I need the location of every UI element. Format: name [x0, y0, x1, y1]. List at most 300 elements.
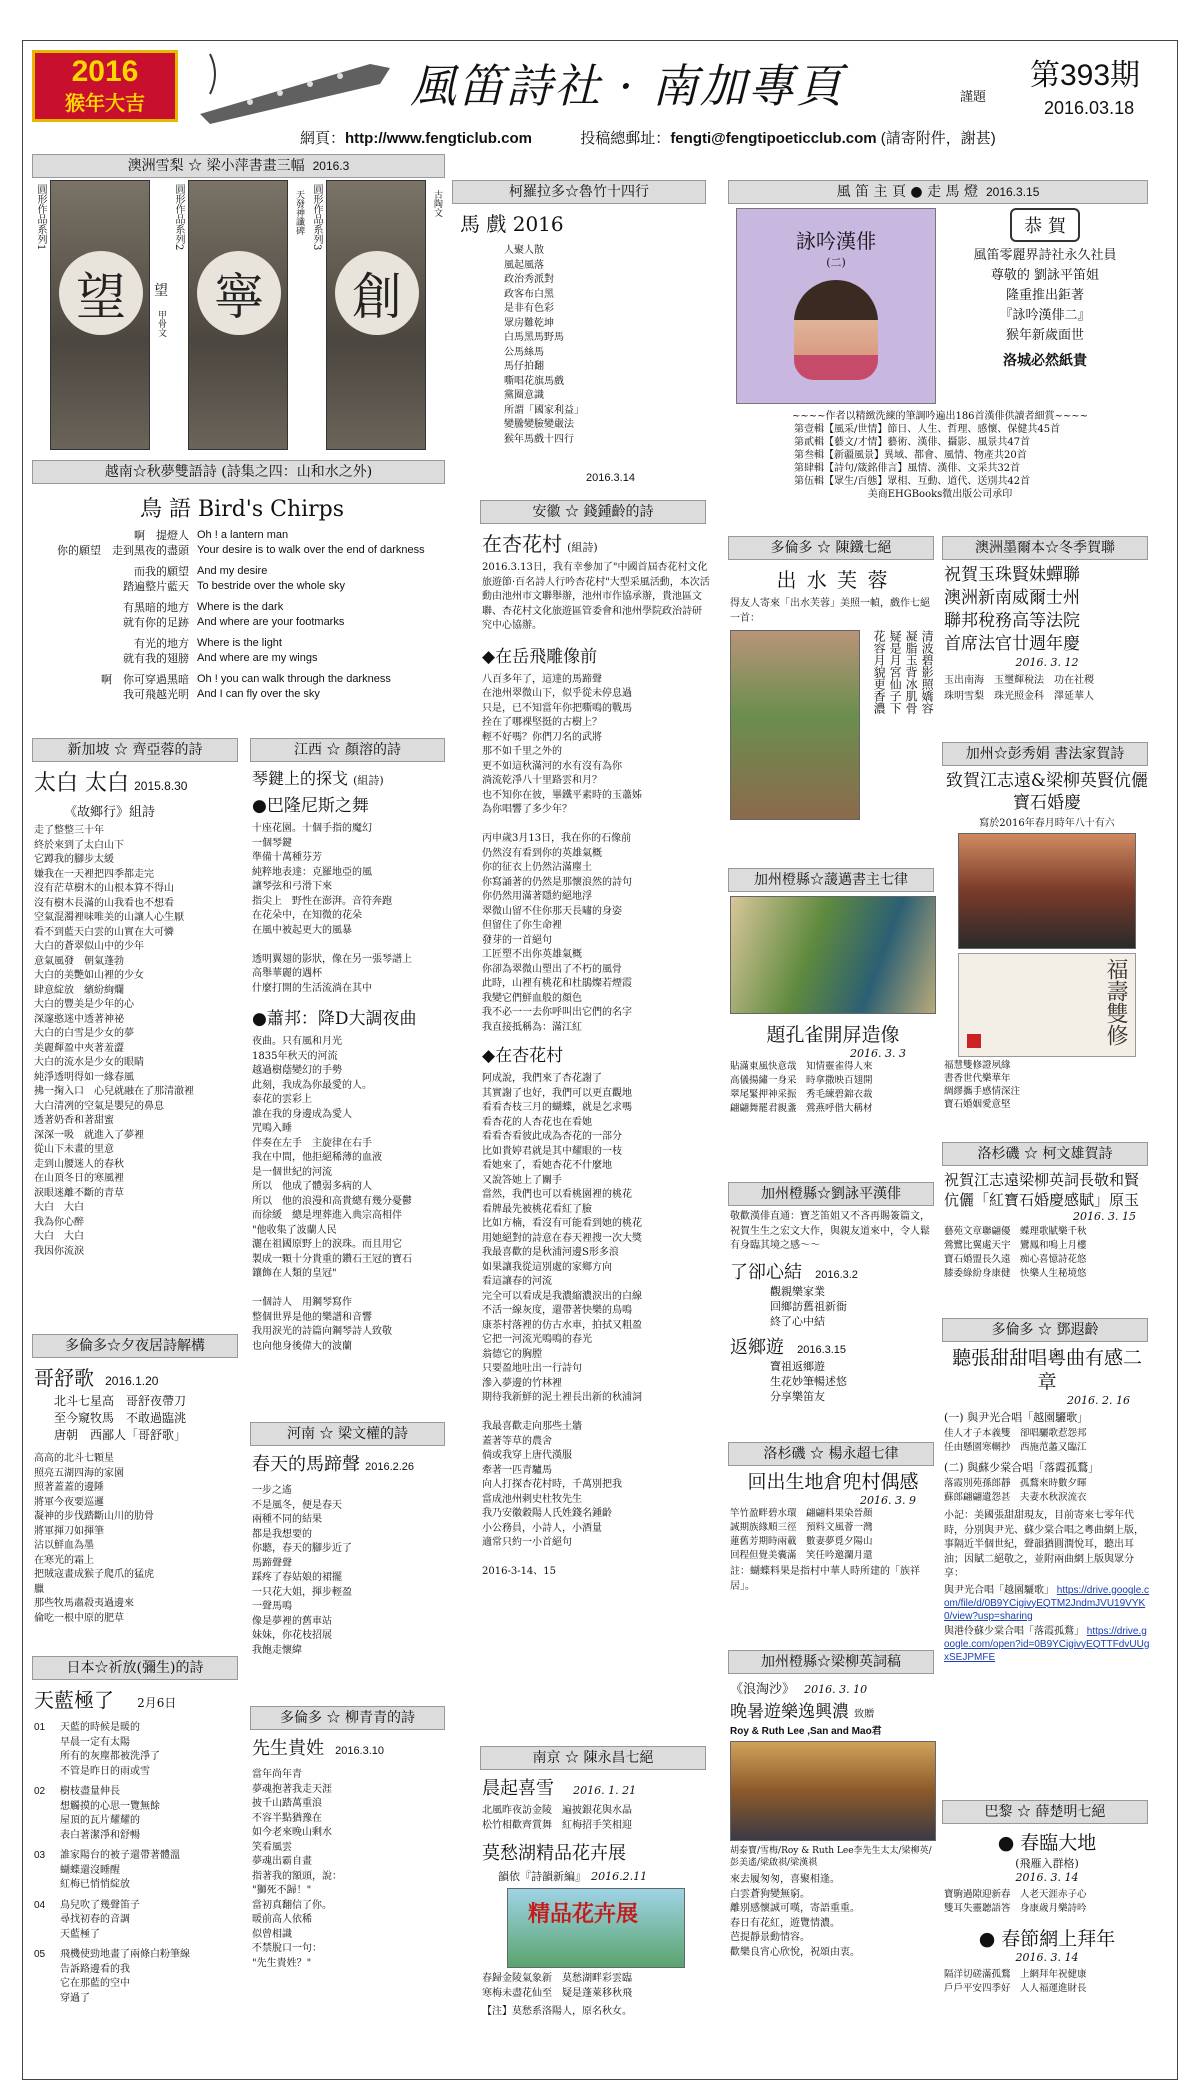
taibai-line: 從山下未畫的里意 — [34, 1144, 114, 1155]
hebao-date: 2016. 3. 12 — [1015, 656, 1079, 669]
stanza — [34, 1948, 244, 2006]
congrats-line: 風笛零麗界詩社永久社員 — [973, 248, 1117, 263]
yuefei-line: 你卻為翠微山塑出了不朽的風骨 — [482, 963, 622, 975]
gesu-line: 凝神的步伐踏斷山川的肋骨 — [34, 1511, 154, 1522]
furong-line: 凝脂玉背冰肌骨 — [904, 630, 919, 714]
en-line: Oh ! you can walk through the darkness — [197, 673, 391, 685]
chunlin-title: ● 春臨大地 — [997, 1832, 1097, 1854]
jianghe-block — [944, 770, 1150, 1111]
part2-label: (二) 與蘇少棠合唱「落霞孤鶩」 — [944, 1461, 1100, 1474]
maxi-title: 馬 戲 2016 — [460, 212, 564, 236]
tianlan-date: 2月6日 — [137, 1696, 177, 1710]
kewen-line: 鶯鷺比翼處天宇 鸞鳳和鳴上月樓 — [944, 1240, 1087, 1251]
xinghua-line: 看看杏看彼此成為杏花的一部分 — [482, 1131, 622, 1142]
hebao-line: 聯邦稅務高等法院 — [944, 611, 1080, 631]
mati-line: 踩疼了春姑娘的裙擺 — [252, 1572, 342, 1583]
mati-line: 像是夢裡的舊車站 — [252, 1615, 332, 1627]
taibai-line: 大白的白雪是少女的夢 — [34, 1028, 134, 1039]
stanza-body — [60, 1721, 160, 1779]
kewen-block — [944, 1170, 1150, 1281]
maxi-date: 2016.3.14 — [586, 472, 635, 484]
scroll-2-glyph: 寧 — [214, 268, 264, 326]
balongni-title: ●巴隆尼斯之舞 — [252, 796, 369, 816]
issue-number: 第393期 — [1030, 59, 1141, 92]
bilingual-row — [32, 687, 445, 702]
maxi-line: 是非有色彩 — [504, 303, 554, 314]
taibai-line: 它蹲我的腳步太緩 — [34, 854, 114, 865]
xiaobang-line: 製成一顆十分貴重的鑽石王冠的寶石 — [252, 1253, 412, 1265]
taibai-sub: 《故鄉行》組詩 — [64, 805, 156, 820]
section-head-deng: 多倫多 ☆ 鄧遐齡 — [942, 1318, 1148, 1342]
submit-email[interactable]: fengti@fengtipoeticclub.com — [670, 130, 877, 147]
xinghua-line: 滲入夢邊的竹林裡 — [482, 1377, 562, 1389]
link1-label: 與尹光合唱「越園驪歌」 — [944, 1584, 1054, 1596]
zh-line: 而我的願望 — [134, 565, 189, 578]
stanza-number: 01 — [34, 1722, 46, 1733]
congrats-card — [942, 208, 1148, 370]
guixing-line: 披千山踏萬重浪 — [252, 1798, 322, 1809]
section-head-xiyeju: 多倫多☆夕夜居詩解構 — [32, 1334, 238, 1358]
section-head-xue: 巴黎 ☆ 薛楚明七絕 — [942, 1800, 1148, 1824]
section-head-xuanmai: 加州橙縣☆蘐邁書主七律 — [728, 868, 934, 892]
xinghua-line: 我最喜歡的是秋浦河邊S形多浪 — [482, 1247, 619, 1258]
taibai-line: 大白的美艷如山裡的少女 — [34, 970, 144, 981]
taibai-line: 看不到藍天白雲的山實在大可憐 — [34, 926, 174, 938]
section-head-chen: 南京 ☆ 陳永昌七絕 — [480, 1746, 706, 1770]
congrats-line: 猴年新歲面世 — [1005, 328, 1084, 343]
yuefei-line: 丙申歲3月13日，我在你的石像前 — [482, 833, 632, 844]
balongni-line: 純粹地表達：克羅地亞的風 — [252, 866, 372, 878]
stanza — [34, 1849, 244, 1893]
section-head-liangwen: 河南 ☆ 梁文權的詩 — [250, 1422, 445, 1446]
fanxiang-line: 分享樂笛友 — [770, 1389, 825, 1403]
en-line: To bestride over the whole sky — [197, 580, 345, 592]
gesu-date: 2016.1.20 — [105, 1374, 159, 1388]
xiaobang-line: 誰在我的身邊成為愛人 — [252, 1108, 352, 1120]
taibai-line: 沒有茫草樹木的山根本算不得山 — [34, 883, 174, 894]
kongque-line: 高儀揚繡一身采 時拿撒映百翅開 — [730, 1075, 873, 1086]
gesu-quote-line: 至今窺牧馬 不敢過臨洮 — [54, 1411, 187, 1425]
xinghua-line: 小公務員，小詩人，小酒量 — [482, 1522, 602, 1534]
logo-caption: 猴年大吉 — [65, 91, 145, 115]
tingzhang-title: 聽張甜甜唱粵曲有感二章 — [951, 1347, 1142, 1393]
en-line: And where are my wings — [197, 652, 318, 664]
mochou-sub: 韻依『詩韻新編』 — [498, 1870, 586, 1883]
xinghua-line: 用她絕對的詩意在春天裡搜一次大獎 — [482, 1232, 642, 1244]
birds-poem — [32, 528, 445, 702]
scroll-2-note: 天發神讖碑 — [294, 190, 304, 235]
part1-lines — [944, 1427, 1150, 1455]
guixing-line: 暖前高人依稀 — [252, 1914, 312, 1925]
birds-title: 鳥 語 Bird's Chirps — [140, 497, 345, 522]
guixing-line: 不容半點猶豫在 — [252, 1812, 322, 1824]
stanza-line: 飛機使勁地畫了兩條白粉筆線 — [60, 1949, 190, 1960]
xinghua2-lines — [482, 1072, 710, 1580]
taibai-line: 沒有樹木長滿的山我看也不想看 — [34, 897, 174, 909]
scroll-3-label: 圓形作品系列3 — [311, 184, 322, 251]
logo-badge — [32, 50, 178, 122]
xinghua-line: 蓋著等草的農舍 — [482, 1435, 552, 1447]
huichu-title: 回出生地倉兜村偶感 — [747, 1471, 919, 1493]
book-chapter: 第伍輯【眾生/百態】眾相、互動、道代、送別共42首 — [794, 476, 1031, 487]
xiaobang-line: 所以 他的浪漫和高貴總有幾分憂鬱 — [252, 1195, 412, 1207]
section-head-ke: 洛杉磯 ☆ 柯文雄賀詩 — [942, 1142, 1148, 1166]
guixing-line: 當年尚年青 — [252, 1769, 302, 1780]
masthead-seal: 謹題 — [960, 90, 987, 105]
jianghe-sub: 寫於2016年春月時年八十有六 — [979, 818, 1115, 829]
calligraphy-caption — [944, 1059, 1150, 1111]
qinjian-sub: (組詩) — [353, 774, 384, 787]
wanting-caption: 胡泰寶/雪梅/Roy & Ruth Lee李先生太太/梁柳英/彭美遙/梁啟祺/梁漢祺 — [730, 1846, 932, 1868]
gesu-line: 高高的北斗七顆星 — [34, 1453, 114, 1464]
couple-photo — [958, 833, 1136, 949]
taibai-line: 大白清冽的空氣是嬰兒的鼻息 — [34, 1100, 164, 1112]
book-chapter: 第肆輯【詩句/箴銘俳言】風情、漢俳、文采共32首 — [794, 463, 1021, 474]
yuefei-title: ◆在岳飛雕像前 — [482, 646, 598, 667]
gesu-line: 將軍揮刀如揮筆 — [34, 1525, 104, 1537]
taibai-line: 在山頂冬日的寒風裡 — [34, 1173, 124, 1184]
guixing-lines — [252, 1768, 447, 1971]
hebao-lines — [944, 564, 1150, 656]
submit-note: (請寄附件，謝甚) — [880, 130, 996, 147]
author-portrait — [794, 280, 878, 380]
maxi-line: 政客布白黑 — [504, 288, 554, 300]
xinghua-line: 比如貴婷君就是其中耀眼的一枝 — [482, 1145, 622, 1157]
balongni-line: 讓琴弦和弓滑下來 — [252, 881, 332, 892]
section-head-zouma: 風 笛 主 頁 ● 走 馬 燈 2016.3.15 — [728, 180, 1148, 204]
section-head-melbourne: 澳洲墨爾本☆冬季賀聯 — [942, 536, 1148, 560]
maxi-line: 白馬黑馬野馬 — [504, 332, 564, 343]
mati-lines — [252, 1484, 447, 1658]
xinghua-line: 它把一河流光鳴鳴的春光 — [482, 1334, 592, 1345]
xinghua-line: 向人打探杏花村時，千萬別把我 — [482, 1479, 622, 1490]
xinghua-line: 又說答她上了關手 — [482, 1174, 562, 1186]
wanting-lines — [730, 1873, 936, 1960]
xinghua-sub: (組詩) — [567, 541, 598, 554]
xinghua-line: 倘或我穿上唐代漢服 — [482, 1450, 572, 1461]
calligraphy — [958, 953, 1136, 1057]
section-head-chentie: 多倫多 ☆ 陳鐵七絕 — [728, 536, 934, 560]
en-line: Your desire is to walk over the end of darkness — [197, 544, 425, 556]
yuefei-line: 也不知你在彼，畢鐵平素時的玉蕭姊 — [482, 789, 642, 801]
kongque-block — [730, 896, 936, 1116]
xiaobang-line: 也向他身後偉大的波蘭 — [252, 1340, 352, 1352]
scroll-2 — [170, 180, 306, 452]
xiaqie-lines — [770, 1284, 936, 1329]
xiaobang-line: 越過樹蔭變幻的手勢 — [252, 1065, 342, 1076]
guixing-line: 笑看風雲 — [252, 1841, 292, 1853]
xinghua-block — [482, 528, 710, 1580]
wanting-line: 白雲蒼狗變無窮。 — [730, 1888, 810, 1900]
stanza-line: 想觸摸的心思一覽無餘 — [60, 1800, 160, 1812]
taibai-line: 純淨透明得如一緣春風 — [34, 1071, 134, 1083]
congrats-lines — [942, 246, 1148, 346]
bilingual-row — [32, 615, 445, 630]
chunjie-line: 戶戶平安四季好 人人福運進財長 — [944, 1983, 1087, 1994]
xiaobang-line: 整個世界是他的樂譜和音響 — [252, 1311, 372, 1323]
logo-year: 2016 — [71, 55, 139, 88]
taibai-line: 透著奶香和著甜蜜 — [34, 1115, 114, 1126]
mati-line: 兩種不同的結果 — [252, 1514, 322, 1525]
mati-title: 春天的馬蹄聲 — [252, 1454, 360, 1475]
stanza-body — [60, 1899, 140, 1943]
taibai-line: 嫌我在一天裡把四季都走完 — [34, 868, 154, 880]
congrats-line: 尊敬的 劉詠平笛姐 — [990, 268, 1100, 283]
huichu-lines — [730, 1507, 936, 1563]
huichu-line: 竿竹盈畔碧水環 翩翩料果染晉顏 — [730, 1508, 873, 1519]
balongni-line: 指尖上 野性在澎湃。音符奔跑 — [252, 895, 392, 907]
birds-lines — [32, 528, 445, 702]
yuefei-line: 我直接抵稱為：滿江紅 — [482, 1021, 582, 1033]
taibai-line: 終於來到了太白山下 — [34, 839, 124, 851]
yuefei-line: 你仍然用滿著隱約絕地浮 — [482, 891, 592, 902]
zh-line: 啊 你可穿過黑暗 — [101, 673, 189, 686]
congrats-title: 恭 賀 — [1010, 208, 1080, 242]
furong-photo — [730, 630, 860, 820]
link1[interactable]: https://drive.google.com/file/d/0B9YCigivyEQTM2JndmJVU19VYK0/view?usp=sharing — [944, 1584, 1150, 1622]
website-link[interactable]: http://www.fengticlub.com — [345, 130, 532, 147]
kewen-title: 祝賀江志遠梁柳英詞長敬和賢伉儷「紅寶石婚慶感賦」原玉 — [944, 1171, 1140, 1209]
mochou-date: 2016.2.11 — [591, 1870, 648, 1883]
bilingual-row — [32, 564, 445, 579]
section-head-liuqing: 多倫多 ☆ 柳青青的詩 — [250, 1706, 445, 1730]
en-line: Where is the light — [197, 637, 282, 649]
en-line: Where is the dark — [197, 601, 284, 613]
furong-poem — [871, 630, 935, 820]
yuefei-line: 只是，已不知當年你把嘶鳴的戰馬 — [482, 702, 632, 714]
stanza-number: 05 — [34, 1949, 46, 1960]
wanting-sub: 致贈 — [854, 1709, 875, 1720]
yuefei-line: 拴在了哪裸堅挺的古樹上？ — [482, 717, 602, 728]
fanxiang-date: 2016.3.15 — [797, 1343, 847, 1356]
mati-line: 馬蹄聲聲 — [252, 1557, 292, 1569]
kewen-line: 寶石婚盟長久遠 痴心喜憶詩花悠 — [944, 1254, 1087, 1265]
yuefei-line: 工匠塑不出你英雄氣概 — [482, 949, 582, 960]
yuefei-line: 淌流乾淨八十里路雲和月？ — [482, 775, 602, 786]
tingzhang-block — [944, 1346, 1150, 1664]
taibai-date: 2015.8.30 — [134, 779, 188, 793]
chunlin-line: 寶駒過隙迎新春 人老天涯赤子心 — [944, 1889, 1087, 1900]
calligraphy-caption-line: 福慧雙修證夙緣 — [944, 1060, 1011, 1071]
xinghua-line: 不活一線灰度，還帶著快樂的鳥鳴 — [482, 1305, 632, 1316]
bilingual-row — [32, 600, 445, 615]
chunlin-block — [944, 1828, 1150, 1996]
taibai-line: 我為你心醉 — [34, 1216, 84, 1228]
scroll-2-label: 圓形作品系列2 — [173, 184, 184, 251]
gesu-lines — [34, 1452, 244, 1626]
scrolls-panel — [32, 180, 445, 452]
guixing-block — [252, 1734, 447, 1971]
xinghua-line: 看牌最先被桃花看紅了臉 — [482, 1203, 592, 1215]
xiaqie-intro: 敬歡漢俳直通：寶芝笛姐又不吝再賜簽篇文，祝賀生生之宏文大作，與親友道來中，令人鬆有身臨其境之感～～ — [730, 1211, 930, 1251]
chenqi-date: 2016. 1. 21 — [573, 1784, 637, 1797]
balongni-line: 十座花園。十個手指的魔幻 — [252, 823, 372, 834]
wanting-names: Roy & Ruth Lee ,San and Mao君 — [730, 1726, 882, 1737]
maxi-line: 所謂「國家利益」 — [504, 404, 584, 416]
stanza-line: 鳥兒吹了幾聲笛子 — [60, 1899, 140, 1911]
mati-line: 一步之遙 — [252, 1485, 292, 1496]
issue-date: 2016.03.18 — [1044, 98, 1135, 118]
langtao-date: 2016. 3. 10 — [804, 1683, 868, 1696]
scroll-1 — [32, 180, 168, 452]
wanting-line: 來去履匆匆，喜聚相逢。 — [730, 1874, 840, 1885]
maxi-line: 政治秀派對 — [504, 274, 554, 285]
xiaobang-line: 鑲飾在人類的皇冠" — [252, 1268, 337, 1279]
xinghua-line: 看她來了，看她杏花不什麼地 — [482, 1160, 612, 1171]
xiaobang-line: 此刻，我成為你最愛的人。 — [252, 1079, 372, 1091]
xiaobang-title: ●蕭邦：降D大調夜曲 — [252, 1009, 417, 1029]
scroll-3-painting — [326, 180, 426, 450]
section-head-qi: 新加坡 ☆ 齊亞蓉的詩 — [32, 738, 238, 762]
wanting-line: 離別感懷誠可嘆，寄語重重。 — [730, 1903, 860, 1914]
maxi-line: 黨圈意識 — [504, 390, 544, 401]
xiaobang-line: 我用淚光的詩篇向鋼琴詩人致敬 — [252, 1326, 392, 1337]
gesu-line: 在寒光的霜上 — [34, 1554, 94, 1566]
section-head-liuyong: 加州橙縣☆劉詠平漢俳 — [728, 1182, 934, 1206]
xiaqie-line: 終了心中結 — [770, 1314, 825, 1328]
book-desc: ~~~~作者以精緻洗練的筆調吟遍出186首漢俳供讀者細賞~~~~ — [791, 411, 1089, 422]
book-title: 詠吟漢俳 — [796, 229, 876, 253]
xinghua-line: 康茶村落裡的仿古水車，拍拭又粗盈 — [482, 1319, 642, 1331]
maxi-line: 公馬絲馬 — [504, 346, 544, 358]
part2-line: 落霞別苑孫郎靜 孤鶩來時數夕暉 — [944, 1478, 1087, 1489]
zh-line: 啊 提燈人 — [134, 529, 189, 542]
xinghua-line: 期待我新鮮的泥土裡長出新的秋浦詞 — [482, 1392, 642, 1403]
kewen-line: 膝委綠紛身康健 快樂人生秘境悠 — [944, 1268, 1087, 1279]
xiaqie-line: 觀親樂家業 — [770, 1284, 825, 1298]
guixing-line: 指著我的額頭，說： — [252, 1870, 342, 1882]
guixing-line: "獅死不歸！" — [252, 1885, 312, 1896]
xiaobang-line: "他收集了波蘭人民 — [252, 1224, 337, 1236]
yuefei-line: 你的征衣上仍然沾滿塵土 — [482, 862, 592, 873]
balongni-line — [252, 938, 447, 953]
submit-label: 投稿總郵址： — [580, 130, 671, 147]
furong-line: 清波碧影照嬌容 — [920, 630, 935, 714]
chunjie-lines — [944, 1968, 1150, 1996]
stanza-line: 早晨一定有太陽 — [60, 1736, 130, 1748]
taibai-title: 太白 太白 — [34, 771, 129, 796]
yuefei-line: 發芽的一首絕句 — [482, 934, 552, 946]
huichu-line: 蓮舊芳期時兩載 數妻夢覓夕陽山 — [730, 1536, 873, 1547]
en-line: And where are your footmarks — [197, 616, 345, 628]
gesu-line: 把賊寇畫成猴子爬爪的猛虎 — [34, 1569, 154, 1580]
xiaobang-line: 咒鳴入睡 — [252, 1123, 292, 1134]
maxi-line: 眾房難乾坤 — [504, 317, 554, 329]
taibai-line: 走了整整三十年 — [34, 825, 104, 836]
furong-block — [730, 564, 936, 820]
xinghua-line: 阿成說，我們來了杏花謝了 — [482, 1073, 602, 1084]
yuefei-line: 更不如這秋滿河的水有沒有為你 — [482, 760, 622, 772]
maxi-line: 變騰變臉變嚴法 — [504, 419, 574, 430]
scroll-2-painting — [188, 180, 288, 450]
chunlin-sub: (飛雁入群格) — [1015, 1857, 1079, 1870]
yuefei-line: 輕不好嗎？你們刀名的武將 — [482, 731, 602, 743]
xinghua-line: 如果讓我從這別處的家鄉方向 — [482, 1261, 612, 1273]
section-head-liangliu: 加州橙縣☆梁柳英詞稿 — [728, 1650, 934, 1674]
stanza-line: 樹枝盡量伸長 — [60, 1786, 120, 1797]
xiaobang-line: 所以 他成了體弱多病的人 — [252, 1181, 372, 1192]
en-line: And I can fly over the sky — [197, 688, 320, 700]
xinghua-line: 當然，我們也可以看桃園裡的桃花 — [482, 1189, 632, 1200]
qinjian-block — [252, 766, 447, 1354]
taibai-line: 空氣混濁裡味唯美的山讓人心生厭 — [34, 912, 184, 923]
bilingual-row — [32, 651, 445, 666]
flute-illustration — [190, 44, 400, 128]
balongni-lines — [252, 822, 447, 996]
furong-line: 花容月貌更香濃 — [872, 630, 887, 714]
scroll-3-glyph: 創 — [352, 268, 402, 326]
balongni-line: 透明翼翅的影狀，像在另一張琴譜上 — [252, 953, 412, 965]
balongni-line: 在花朵中，在知微的花朵 — [252, 910, 362, 921]
taibai-line: 深深一吸 就進入了夢裡 — [34, 1129, 144, 1141]
maxi-line: 猴年馬戲十四行 — [504, 433, 574, 445]
fanxiang-title: 返鄉遊 — [730, 1336, 784, 1358]
stanza — [34, 1899, 244, 1943]
xinghua2-title: ◆在杏花村 — [482, 1046, 564, 1066]
xinghua-line: 牽著一匹青驢馬 — [482, 1464, 552, 1476]
section-head-qian: 安徽 ☆ 錢鍾齡的詩 — [480, 500, 706, 524]
kongque-line: 貼滿東風快意哉 知情靈雀得人來 — [730, 1061, 873, 1072]
maxi-lines — [504, 244, 704, 447]
gesu-line: 照著蓋蓋的邊陲 — [34, 1482, 104, 1493]
xinghua-line: 我最喜歡走向那些土牆 — [482, 1421, 582, 1432]
book-publisher: 美商EHGBooks微出版公司承印 — [867, 489, 1013, 500]
bilingual-row — [32, 579, 445, 594]
hebao-line: 澳洲新南威爾士州 — [944, 588, 1080, 608]
xiaqie-block — [730, 1210, 936, 1404]
stanza-line: 它在那藍的空中 — [60, 1978, 130, 1989]
gesu-block — [34, 1362, 244, 1626]
balongni-line: 高舉華麗的遇杯 — [252, 968, 322, 979]
en-line: And my desire — [197, 565, 268, 577]
guixing-date: 2016.3.10 — [335, 1745, 385, 1757]
gesu-line: 沾以鮮血為墨 — [34, 1540, 94, 1551]
stanza-line: 不管是昨日的雨或雪 — [60, 1765, 150, 1777]
gesu-line: 照亮五湖四海的家園 — [34, 1467, 124, 1479]
kewen-lines — [944, 1225, 1150, 1281]
stanza-line: 穿過了 — [60, 1992, 90, 2004]
yuefei-line: 我不必一一去你呼叫出它們的名字 — [482, 1007, 632, 1018]
kongque-lines — [730, 1060, 936, 1116]
tianlan-stanzas — [34, 1721, 244, 2006]
gesu-quote — [54, 1393, 244, 1444]
tianlan-block — [34, 1684, 244, 2012]
yuefei-line: 你寫誦著的仍然是那懷浪然的詩句 — [482, 876, 632, 888]
mochou-line: 春歸金陵氣象新 莫愁湖畔彩雲臨 — [482, 1973, 632, 1984]
gesu-quote-line: 唐朝 西鄙人「哥舒歌」 — [54, 1428, 187, 1442]
zh-line: 有黑暗的地方 — [123, 601, 189, 614]
stanza-number: 04 — [34, 1899, 46, 1911]
section-head-qifang: 日本☆祈放(彌生)的詩 — [32, 1656, 238, 1680]
yuefei-line: 八百多年了，這達的馬蹄聲 — [482, 673, 602, 685]
part2-lines — [944, 1477, 1150, 1505]
wanting-line: 芭提靜景動情容。 — [730, 1932, 810, 1943]
taibai-line: 拂一掬入口 心兒就融在了那清澈裡 — [34, 1086, 194, 1097]
chunjie-title: ● 春節網上拜年 — [978, 1928, 1116, 1950]
kongque-line: 翩翩舞罷君親盞 鶯燕呼偕大稱材 — [730, 1103, 873, 1114]
link2-label: 與港伶蘇少棠合唱「落霞孤鶩」 — [944, 1625, 1084, 1637]
hebao-line: 首席法官廿週年慶 — [944, 634, 1080, 654]
taibai-line: 深邃憨迷中透著神祕 — [34, 1013, 124, 1025]
link2[interactable]: https://drive.google.com/open?id=0B9YCigivyEQTTFdvUUgxSEJPMFE — [944, 1625, 1150, 1663]
calligraphy-caption-line: 綢繆攜手感情深注 — [944, 1086, 1021, 1097]
scroll-1-label: 圓形作品系列1 — [35, 184, 46, 251]
section-head-yang: 洛杉磯 ☆ 楊永超七律 — [728, 1442, 934, 1466]
xiaobang-line: 一個詩人 用鋼琴寫作 — [252, 1297, 352, 1308]
masthead-title: 風笛詩社 · 南加專頁 — [410, 59, 844, 113]
langtao-title: 《浪淘沙》 — [730, 1682, 796, 1697]
gesu-line: 臘 — [34, 1583, 44, 1595]
